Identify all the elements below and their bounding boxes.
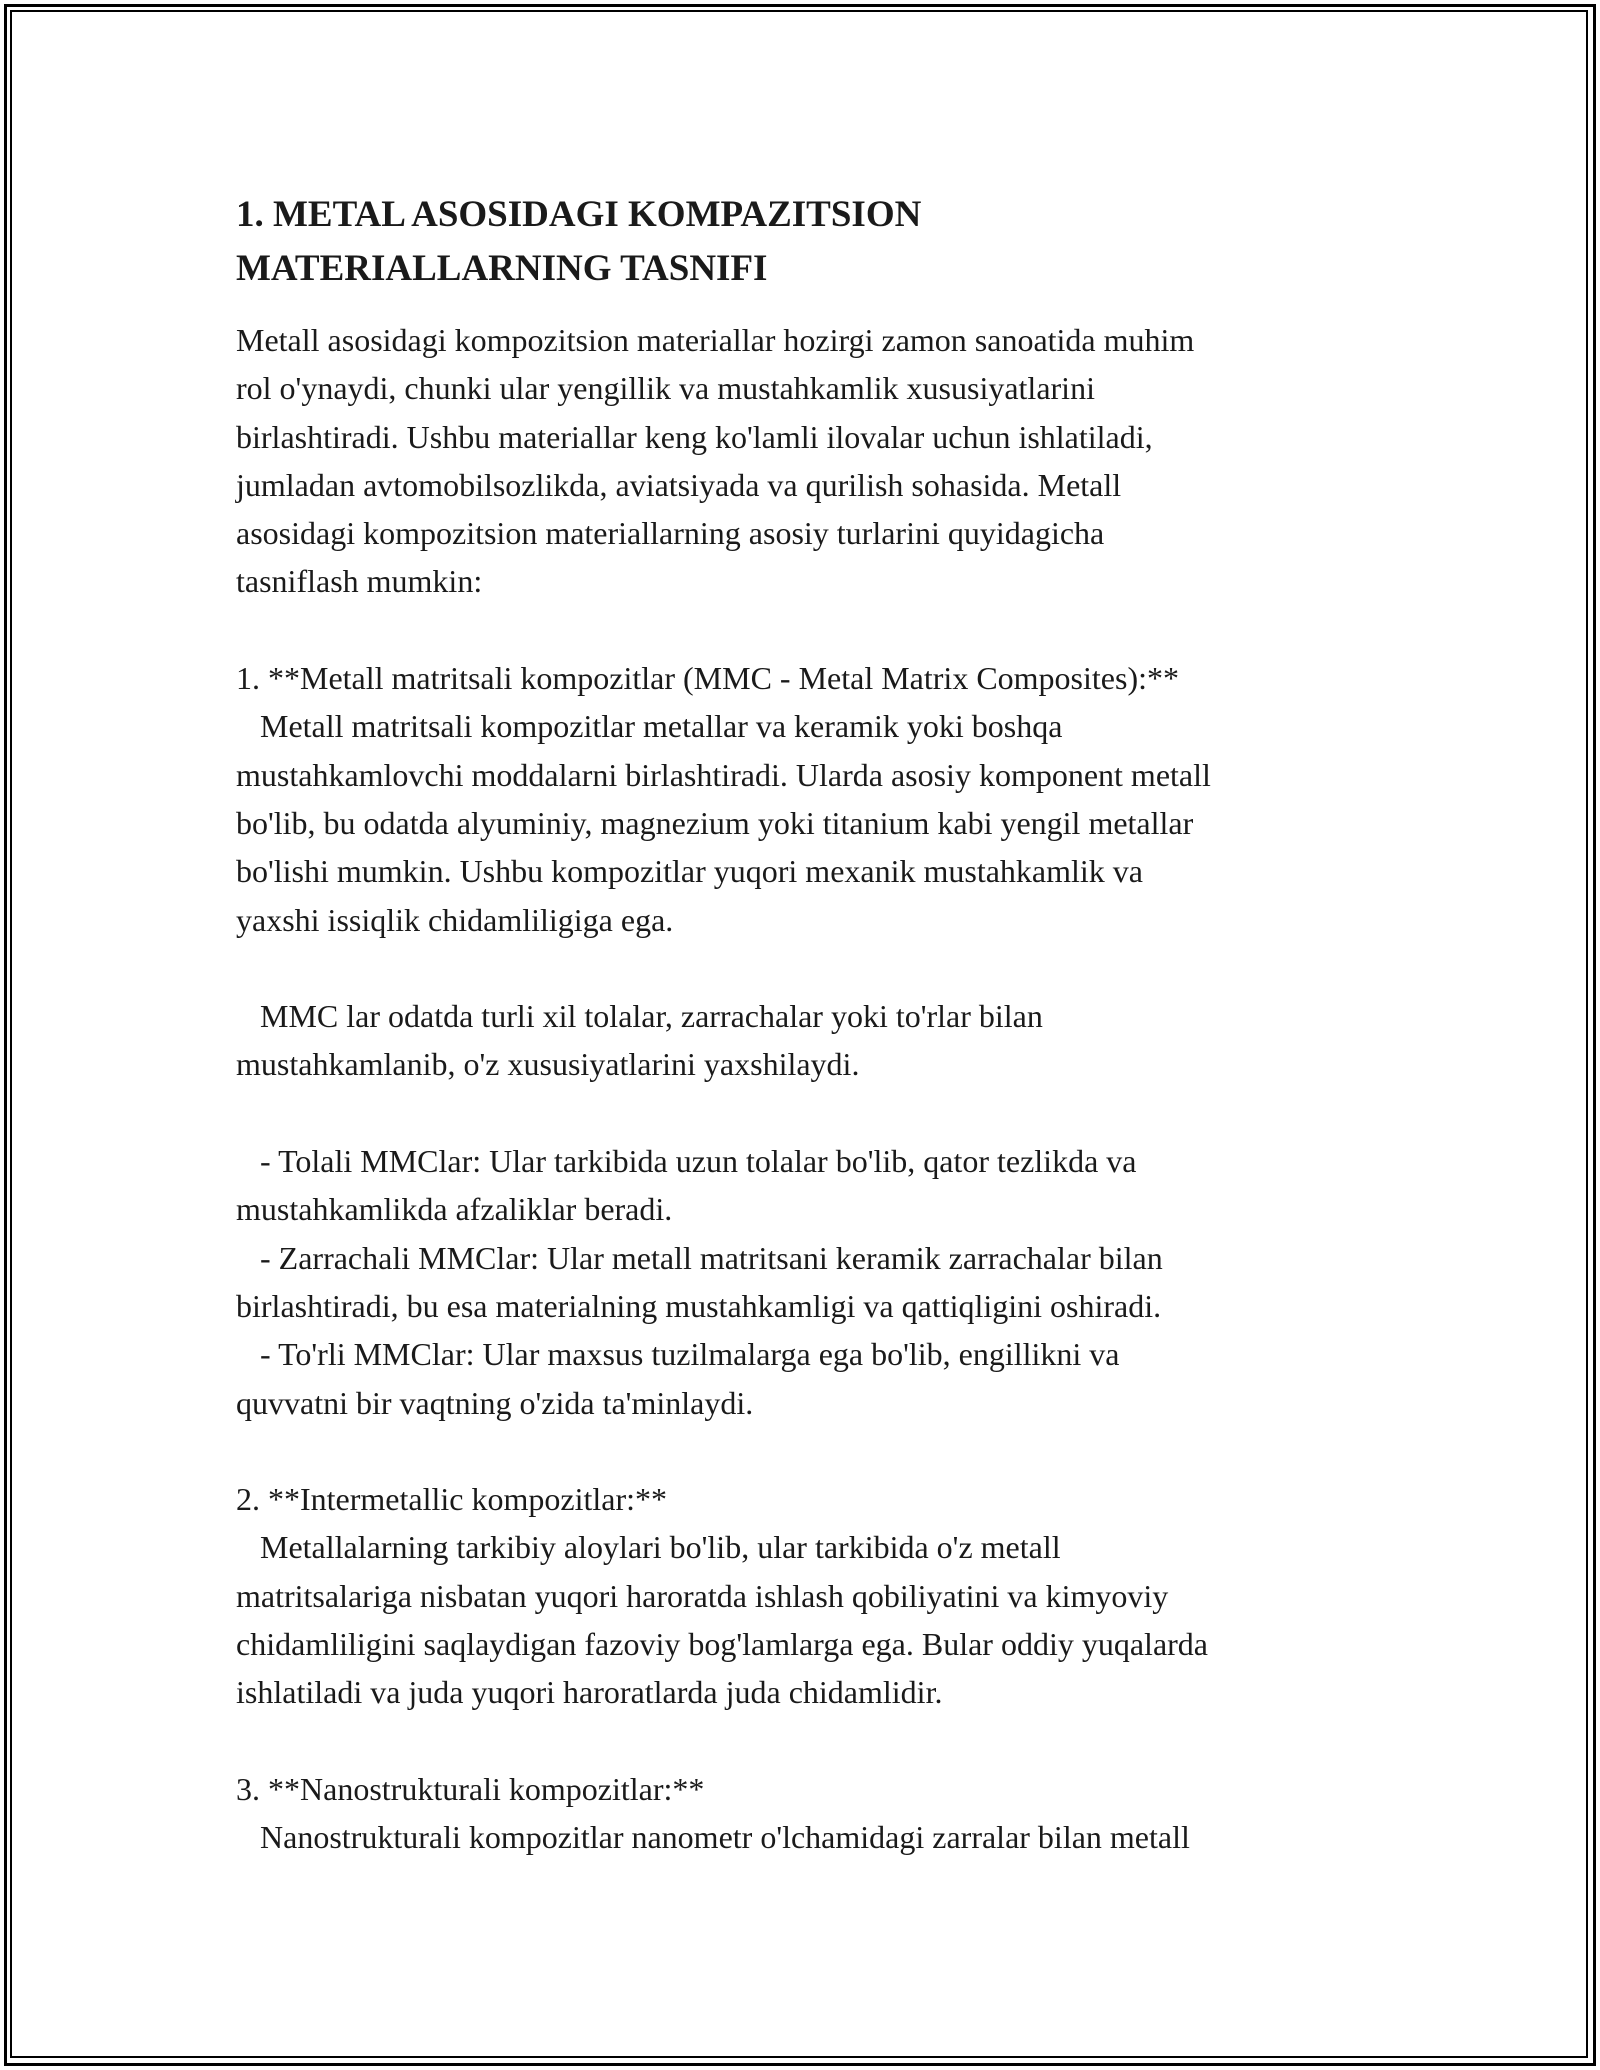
document-page — [236, 188, 1376, 1862]
document-title-line: MATERIALLARNING TASNIFI — [236, 248, 768, 289]
text-line: - Tolali MMClar: Ular tarkibida uzun tolalar bo'lib, qator tezlikda va — [236, 1143, 1137, 1180]
text-line: Metall asosidagi kompozitsion materiallar hozirgi zamon sanoatida muhim — [236, 322, 1195, 358]
text-line — [236, 1717, 1376, 1765]
text-line: mustahkamlovchi moddalarni birlashtiradi. Ularda asosiy komponent metall — [236, 756, 1211, 793]
text-line: 2. **Intermetallic kompozitlar:** — [236, 1481, 667, 1518]
text-line: mustahkamlanib, o'z xususiyatlarini yaxshilaydi. — [236, 1046, 860, 1083]
text-line: birlashtiradi. Ushbu materiallar keng ko'lamli ilovalar uchun ishlatiladi, — [236, 418, 1153, 455]
text-line: yaxshi issiqlik chidamliligiga ega. — [236, 901, 674, 938]
document-title — [236, 188, 1376, 296]
text-line: tasniflash mumkin: — [236, 563, 483, 600]
text-line: bo'lib, bu odatda alyuminiy, magnezium yoki titanium kabi yengil metallar — [236, 804, 1194, 841]
text-line: chidamliligini saqlaydigan fazoviy bog'lamlarga ega. Bular oddiy yuqalarda — [236, 1626, 1208, 1663]
text-line: bo'lishi mumkin. Ushbu kompozitlar yuqori mexanik mustahkamlik va — [236, 853, 1143, 890]
text-line: 1. **Metall matritsali kompozitlar (MMC - Metal Matrix Composites):** — [236, 660, 1179, 697]
document-body — [236, 316, 1376, 1862]
text-line: ishlatiladi va juda yuqori haroratlarda juda chidamlidir. — [236, 1674, 943, 1711]
text-line: quvvatni bir vaqtning o'zida ta'minlaydi. — [236, 1384, 754, 1421]
text-line: birlashtiradi, bu esa materialning mustahkamligi va qattiqligini oshiradi. — [236, 1287, 1162, 1324]
text-line — [236, 606, 1376, 654]
document-title-line: 1. METAL ASOSIDAGI KOMPAZITSION — [236, 194, 922, 235]
text-line: 3. **Nanostrukturali kompozitlar:** — [236, 1770, 705, 1807]
text-line: Metall matritsali kompozitlar metallar va keramik yoki boshqa — [236, 708, 1063, 745]
text-line: asosidagi kompozitsion materiallarning asosiy turlarini quyidagicha — [236, 515, 1105, 552]
text-line: matritsalariga nisbatan yuqori haroratda ishlash qobiliyatini va kimyoviy — [236, 1577, 1169, 1614]
text-line: jumladan avtomobilsozlikda, aviatsiyada va qurilish sohasida. Metall — [236, 466, 1122, 503]
text-line: rol o'ynaydi, chunki ular yengillik va mustahkamlik xususiyatlarini — [236, 370, 1095, 407]
text-line: Nanostrukturali kompozitlar nanometr o'lchamidagi zarralar bilan metall — [236, 1819, 1190, 1856]
text-line — [236, 944, 1376, 992]
text-line: Metallalarning tarkibiy aloylari bo'lib, ular tarkibida o'z metall — [236, 1529, 1061, 1566]
text-line — [236, 1089, 1376, 1137]
text-line: - To'rli MMClar: Ular maxsus tuzilmalarga ega bo'lib, engillikni va — [236, 1336, 1120, 1373]
text-line: MMC lar odatda turli xil tolalar, zarrachalar yoki to'rlar bilan — [236, 998, 1043, 1035]
text-line: - Zarrachali MMClar: Ular metall matritsani keramik zarrachalar bilan — [236, 1239, 1163, 1276]
text-line: mustahkamlikda afzaliklar beradi. — [236, 1191, 673, 1228]
text-line — [236, 1427, 1376, 1475]
